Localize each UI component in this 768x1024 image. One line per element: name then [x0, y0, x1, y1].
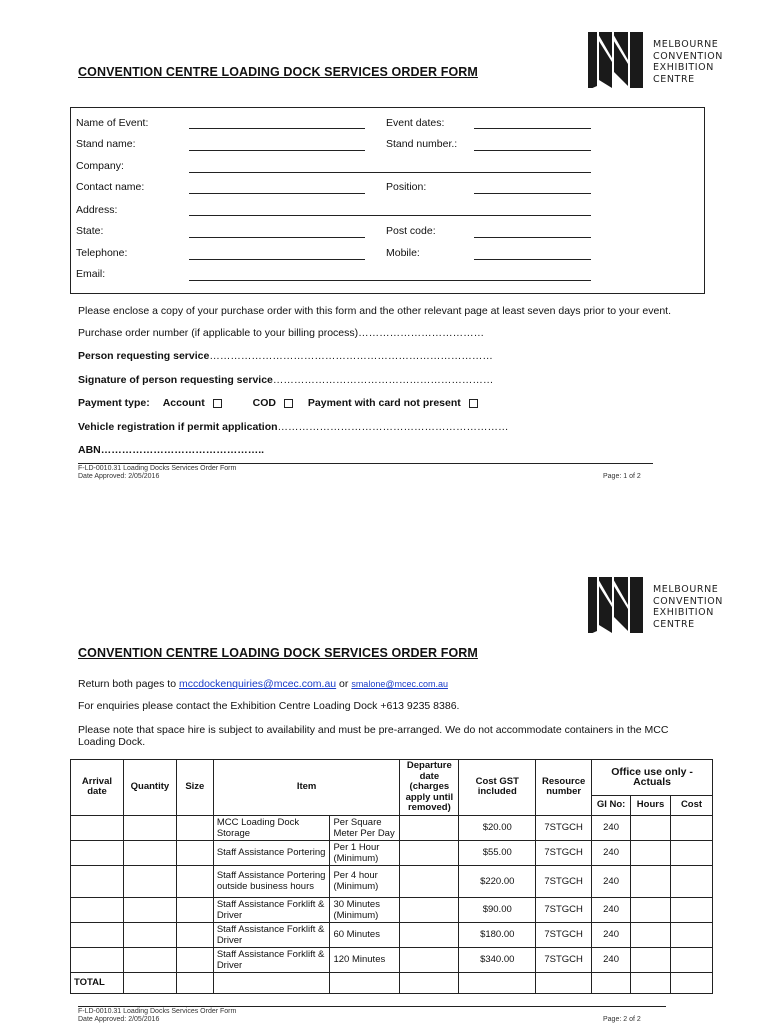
unit-cell: Per 1 Hour (Minimum): [330, 840, 400, 865]
gl-cell: 240: [592, 897, 631, 922]
total-unit-cell: [330, 972, 400, 993]
total-size-cell[interactable]: [176, 972, 213, 993]
label-stand-name: Stand name:: [76, 138, 136, 150]
size-cell[interactable]: [176, 947, 213, 972]
vehicle-registration-dots[interactable]: …………………………………………………………: [277, 421, 509, 433]
header-departure-date: Departure date (charges apply until removed): [400, 760, 459, 816]
stand-name-field[interactable]: [189, 150, 365, 151]
arrival-cell[interactable]: [71, 840, 124, 865]
resource-cell: 7STGCH: [536, 865, 592, 897]
contact-details-box: [70, 107, 705, 294]
logo-line: CENTRE: [653, 618, 695, 630]
position-field[interactable]: [474, 193, 591, 194]
person-requesting-label: Person requesting service: [78, 350, 210, 362]
footer-code: F-LD-0010.31 Loading Docks Services Order Form: [78, 465, 237, 472]
hours-cell: [631, 922, 671, 947]
page-title: CONVENTION CENTRE LOADING DOCK SERVICES ORDER FORM: [78, 646, 478, 660]
email-field[interactable]: [189, 280, 591, 281]
card-not-present-checkbox[interactable]: [469, 399, 478, 408]
footer-left: [78, 465, 236, 481]
stand-number-field[interactable]: [474, 150, 591, 151]
unit-cell: Per 4 hour (Minimum): [330, 865, 400, 897]
label-telephone: Telephone:: [76, 247, 128, 259]
label-mobile: Mobile:: [386, 247, 420, 259]
gl-cell: 240: [592, 865, 631, 897]
actual-cost-cell: [671, 840, 713, 865]
mcec-logo-icon: [588, 30, 643, 88]
label-contact-name: Contact name:: [76, 181, 145, 193]
signature-line: [78, 374, 493, 386]
vehicle-registration-label: Vehicle registration if permit application: [78, 421, 278, 433]
arrival-cell[interactable]: [71, 922, 124, 947]
departure-cell[interactable]: [400, 840, 459, 865]
total-label: TOTAL: [71, 972, 124, 993]
hours-cell: [631, 897, 671, 922]
header-quantity: Quantity: [123, 760, 176, 816]
header-cost-actual: Cost: [671, 795, 713, 815]
account-label: Account: [162, 397, 205, 409]
resource-cell: 7STGCH: [536, 840, 592, 865]
item-cell: Staff Assistance Portering: [213, 840, 330, 865]
resource-cell: 7STGCH: [536, 947, 592, 972]
cost-cell: $180.00: [459, 922, 536, 947]
logo-line: MELBOURNE: [653, 584, 719, 595]
table-row: [71, 897, 713, 922]
hours-cell: [631, 865, 671, 897]
departure-cell[interactable]: [400, 897, 459, 922]
hours-cell: [631, 947, 671, 972]
footer-date: Date Approved: 2/05/2016: [78, 473, 160, 480]
address-field[interactable]: [189, 215, 591, 216]
footer-divider: [78, 1006, 666, 1007]
label-state: State:: [76, 225, 104, 237]
gl-cell: 240: [592, 815, 631, 840]
card-not-present-label: Payment with card not present: [307, 397, 461, 409]
cost-cell: $20.00: [459, 815, 536, 840]
label-position: Position:: [386, 181, 427, 193]
contact-name-field[interactable]: [189, 193, 365, 194]
enquiries-line: For enquiries please contact the Exhibition Centre Loading Dock +613 9235 8386.: [78, 700, 460, 712]
departure-cell[interactable]: [400, 922, 459, 947]
person-requesting-line: [78, 350, 493, 362]
actual-cost-cell: [671, 947, 713, 972]
actual-cost-cell: [671, 897, 713, 922]
page-title: CONVENTION CENTRE LOADING DOCK SERVICES ORDER FORM: [78, 65, 478, 79]
actual-cost-cell: [671, 865, 713, 897]
cost-cell: $220.00: [459, 865, 536, 897]
departure-cell[interactable]: [400, 947, 459, 972]
mobile-field[interactable]: [474, 259, 591, 260]
purchase-order-line: Purchase order number (if applicable to your billing process)………………………………: [78, 327, 485, 339]
header-size: Size: [176, 760, 213, 816]
person-requesting-dots[interactable]: ………………………………………………………………………: [209, 350, 493, 362]
state-field[interactable]: [189, 237, 365, 238]
label-company: Company:: [76, 160, 124, 172]
cost-cell: $340.00: [459, 947, 536, 972]
header-office-use: Office use only - Actuals: [592, 760, 713, 796]
header-cost: Cost GST included: [459, 760, 536, 816]
name-of-event-field[interactable]: [189, 128, 365, 129]
logo-line: CONVENTION: [653, 595, 724, 607]
unit-cell: 60 Minutes: [330, 922, 400, 947]
smalone-email-link[interactable]: smalone@mcec.com.au: [351, 679, 448, 689]
total-departure-cell[interactable]: [400, 972, 459, 993]
table-row: [71, 865, 713, 897]
logo-wordmark: [653, 584, 723, 630]
unit-cell: Per Square Meter Per Day: [330, 815, 400, 840]
size-cell[interactable]: [176, 815, 213, 840]
gl-cell: 240: [592, 840, 631, 865]
gl-cell: 240: [592, 922, 631, 947]
departure-cell[interactable]: [400, 865, 459, 897]
signature-label: Signature of person requesting service: [78, 374, 273, 386]
arrival-cell[interactable]: [71, 947, 124, 972]
quantity-cell[interactable]: [123, 840, 176, 865]
departure-cell[interactable]: [400, 815, 459, 840]
footer-left: [78, 1008, 236, 1024]
total-actual-cost-cell: [671, 972, 713, 993]
quantity-cell[interactable]: [123, 815, 176, 840]
return-prefix: Return both pages to: [78, 678, 179, 690]
logo-line: EXHIBITION: [653, 607, 714, 618]
space-hire-note: Please note that space hire is subject to availability and must be pre-arranged. We do not accommodate containers in the MCC Loading Dock.: [78, 724, 669, 748]
enclose-note: Please enclose a copy of your purchase order with this form and the other relevant page at least seven days prior to your event.: [78, 305, 671, 317]
arrival-cell[interactable]: [71, 897, 124, 922]
label-email: Email:: [76, 268, 106, 280]
total-quantity-cell[interactable]: [123, 972, 176, 993]
size-cell[interactable]: [176, 865, 213, 897]
unit-cell: 120 Minutes: [330, 947, 400, 972]
table-row: [71, 840, 713, 865]
total-resource-cell: [536, 972, 592, 993]
resource-cell: 7STGCH: [536, 897, 592, 922]
quantity-cell[interactable]: [123, 897, 176, 922]
table-row: [71, 922, 713, 947]
cod-label: COD: [252, 397, 276, 409]
vehicle-registration-line: [78, 421, 509, 433]
unit-cell: 30 Minutes (Minimum): [330, 897, 400, 922]
abn-line[interactable]: ABN………………………………………..: [78, 444, 265, 456]
header-item: Item: [213, 760, 400, 816]
total-cost-cell[interactable]: [459, 972, 536, 993]
footer-page: Page: 1 of 2: [603, 473, 641, 480]
mcec-logo: [588, 30, 723, 88]
label-post-code: Post code:: [386, 225, 436, 237]
gl-cell: 240: [592, 947, 631, 972]
logo-line: MELBOURNE: [653, 39, 719, 50]
label-name-of-event: Name of Event:: [76, 117, 149, 129]
payment-type-row: [78, 397, 478, 409]
dock-enquiries-email-link[interactable]: mccdockenquiries@mcec.com.au: [179, 678, 337, 690]
header-hours: Hours: [631, 795, 671, 815]
total-hours-cell: [631, 972, 671, 993]
actual-cost-cell: [671, 922, 713, 947]
footer-date: Date Approved: 2/05/2016: [78, 1016, 160, 1023]
total-gl-cell: [592, 972, 631, 993]
quantity-cell[interactable]: [123, 947, 176, 972]
signature-dots[interactable]: ………………………………………………………: [272, 374, 494, 386]
resource-cell: 7STGCH: [536, 922, 592, 947]
footer-divider: [78, 463, 653, 464]
logo-line: CONVENTION: [653, 50, 724, 62]
mcec-logo-icon: [588, 575, 643, 633]
mcec-logo: [588, 575, 723, 633]
label-event-dates: Event dates:: [386, 117, 445, 129]
cost-cell: $55.00: [459, 840, 536, 865]
table-row: [71, 947, 713, 972]
size-cell[interactable]: [176, 922, 213, 947]
label-address: Address:: [76, 204, 118, 216]
header-resource-number: Resource number: [536, 760, 592, 816]
label-stand-number: Stand number.:: [386, 138, 458, 150]
footer-page: Page: 2 of 2: [603, 1016, 641, 1023]
resource-cell: 7STGCH: [536, 815, 592, 840]
quantity-cell[interactable]: [123, 865, 176, 897]
table-row: [71, 815, 713, 840]
company-field[interactable]: [189, 172, 591, 173]
arrival-cell[interactable]: [71, 815, 124, 840]
cod-checkbox[interactable]: [284, 399, 293, 408]
item-cell: Staff Assistance Portering outside business hours: [213, 865, 330, 897]
hours-cell: [631, 840, 671, 865]
item-cell: Staff Assistance Forklift & Driver: [213, 922, 330, 947]
arrival-cell[interactable]: [71, 865, 124, 897]
quantity-cell[interactable]: [123, 922, 176, 947]
services-table: [70, 759, 713, 994]
size-cell[interactable]: [176, 840, 213, 865]
logo-line: EXHIBITION: [653, 62, 714, 73]
header-arrival-date: Arrival date: [71, 760, 124, 816]
item-cell: MCC Loading Dock Storage: [213, 815, 330, 840]
logo-line: CENTRE: [653, 73, 695, 85]
actual-cost-cell: [671, 815, 713, 840]
return-pages-line: [78, 678, 448, 690]
total-row: [71, 972, 713, 993]
event-dates-field[interactable]: [474, 128, 591, 129]
hours-cell: [631, 815, 671, 840]
item-cell: Staff Assistance Forklift & Driver: [213, 947, 330, 972]
account-checkbox[interactable]: [213, 399, 222, 408]
logo-wordmark: [653, 39, 723, 85]
payment-type-label: Payment type:: [78, 397, 150, 409]
size-cell[interactable]: [176, 897, 213, 922]
header-gl-no: GI No:: [592, 795, 631, 815]
footer-code: F-LD-0010.31 Loading Docks Services Order Form: [78, 1008, 237, 1015]
total-item-cell: [213, 972, 330, 993]
post-code-field[interactable]: [474, 237, 591, 238]
cost-cell: $90.00: [459, 897, 536, 922]
item-cell: Staff Assistance Forklift & Driver: [213, 897, 330, 922]
telephone-field[interactable]: [189, 259, 365, 260]
or-text: or: [336, 678, 352, 690]
